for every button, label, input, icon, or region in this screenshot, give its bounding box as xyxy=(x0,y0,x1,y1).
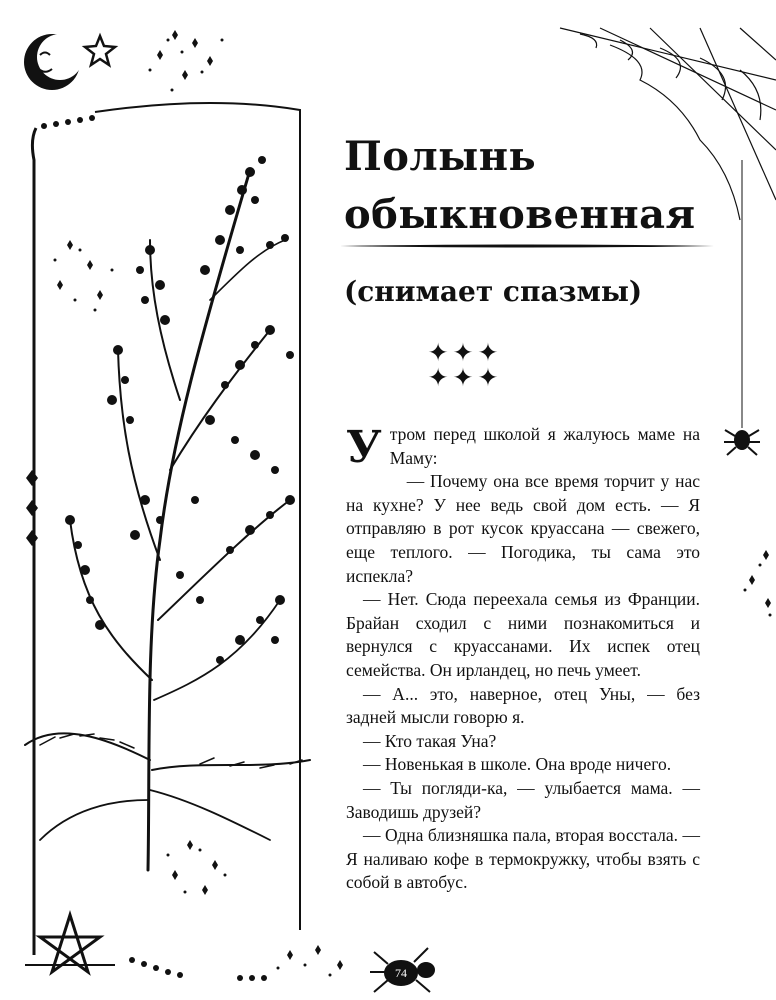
story-text xyxy=(346,423,700,895)
page-number: 74 xyxy=(395,966,407,980)
wormwood-flower-clusters xyxy=(65,156,295,664)
title-underline xyxy=(340,243,714,249)
paragraph: — Одна близняшка пала, вторая восстала. — Я наливаю кофе в термокружку, чтобы взять с собой в автобус. xyxy=(346,825,700,893)
star-icon xyxy=(85,36,115,65)
pentagram-icon xyxy=(25,915,115,972)
paragraph xyxy=(346,422,700,473)
paragraph: — Почему она все время торчит у нас на кухне? У нее ведь свой дом есть. — Я отправляю в рот кусок круассана — свежего, еще теплого. — Погодика, ты сама это испекла? xyxy=(346,471,700,586)
spider-icon xyxy=(724,430,760,455)
moon-face-icon xyxy=(24,34,83,90)
dotted-border-bottom xyxy=(129,957,267,981)
frame-diamonds xyxy=(26,470,38,546)
star-ornament: ✦✦✦ ✦✦✦ xyxy=(427,338,503,392)
dotted-border-top xyxy=(41,115,95,129)
paragraph: — Кто такая Уна? xyxy=(363,730,497,751)
paragraph: — Ты погляди-ка, — улыбается мама. — Заводишь друзей? xyxy=(346,777,700,822)
paragraph-text: тром перед школой я жалуюсь маме на Маму: xyxy=(389,424,700,468)
page-title: Полынь обыкновенная xyxy=(344,133,696,238)
page-subtitle: (снимает спазмы) xyxy=(344,275,643,308)
drop-cap: У xyxy=(346,422,382,473)
paragraph: — Новенькая в школе. Она вроде ничего. xyxy=(363,754,672,775)
paragraph: — А... это, наверное, отец Уны, — без задней мысли говорю я. xyxy=(346,683,700,728)
paragraph: — Нет. Сюда переехала семья из Франции. Брайан сходил с ними познакомиться и вернулся с круассанами. Их испек отец семейства. Он ирландец, но печь умеет. xyxy=(346,589,700,680)
